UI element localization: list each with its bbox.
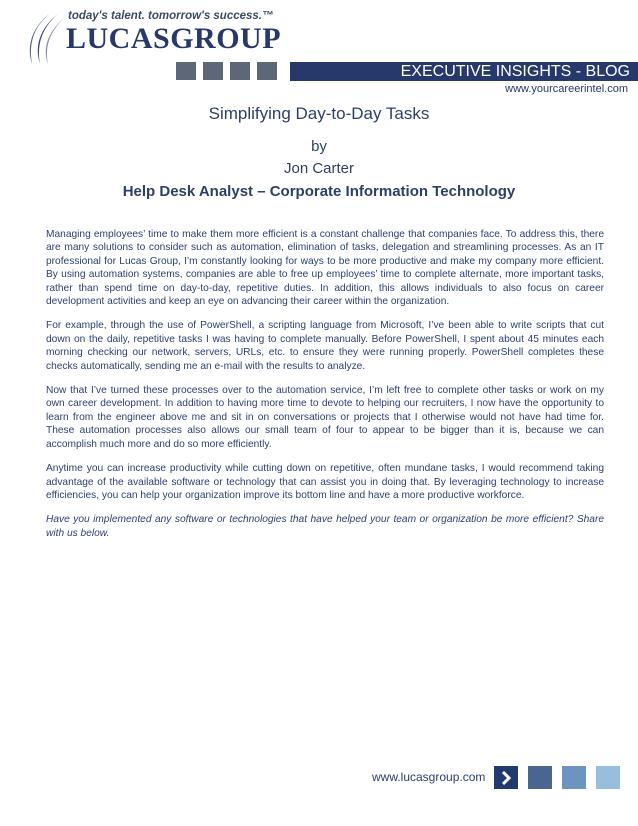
paragraph: For example, through the use of PowerShell, a scripting language from Microsoft, I’ve been able to write scripts that cut down on the daily, repetitive tasks I was having to complete manually. Before PowerShell, I spent about 45 minutes each morning checking our network, servers, URLs, etc. to ensure they were running properly. PowerShell completes these checks automatically, sending me an e-mail with the results to analyze. [46, 320, 604, 372]
footer-square [528, 766, 552, 789]
footer-square [562, 766, 586, 789]
paragraph: Anytime you can increase productivity while cutting down on repetitive, often mundane tasks, I would recommend taking advantage of the available software or technology that can assist you in doing that. By leveraging technology to increase efficiencies, you can help your organization improve its bottom line and have a more productive workforce. [46, 463, 604, 501]
author-role: Help Desk Analyst – Corporate Information Technology [122, 183, 516, 200]
paragraph: Now that I’ve turned these processes over to the automation service, I’m left free to complete other tasks or work on my own career development. In addition to having more time to devote to helping our recruiters, I now have the opportunity to learn from the engineer above me and sit in on conversations or projects that I otherwise would not have had time for. These automation processes also allows our small team of four to appear to be bigger than it is, because we can accomplish much more and do so more efficiently. [46, 385, 604, 450]
by-line: by [311, 138, 327, 155]
article-title: Simplifying Day-to-Day Tasks [208, 104, 430, 123]
brand-name: LUCASGROUP [66, 22, 282, 55]
decor-square [257, 62, 277, 80]
lucas-group-logo [22, 8, 292, 68]
tagline: today's talent. tomorrow's success.™ [68, 10, 274, 22]
footer-square [596, 766, 620, 789]
article-header [0, 104, 638, 202]
chevron-right-icon [500, 771, 512, 785]
lucas-group-link[interactable]: www.lucasgroup.com [372, 770, 486, 784]
article-body [46, 228, 604, 551]
decor-square [203, 62, 223, 80]
next-arrow-button[interactable] [494, 766, 518, 789]
decor-square [176, 62, 196, 80]
author-name: Jon Carter [283, 160, 355, 177]
decor-square [230, 62, 250, 80]
career-intel-link[interactable]: www.yourcareerintel.com [505, 83, 628, 95]
closing-question: Have you implemented any software or technologies that have helped your team or organization be more efficient? Share with us below. [46, 514, 604, 539]
paragraph: Managing employees’ time to make them more efficient is a constant challenge that companies face. To address this, there are many solutions to consider such as automation, elimination of tasks, delegation and streamlining processes. As an IT professional for Lucas Group, I’m constantly looking for ways to be more productive and make my company more efficient. By using automation systems, companies are able to free up employees’ time to complete alternate, more important tasks, rather than spend time on day-to-day, repetitive duties. In addition, this allows individuals to also focus on career development activities and keep an eye on advancing their career within the organization. [46, 229, 604, 308]
logo-swoosh-icon [22, 10, 68, 66]
blog-header-bar: EXECUTIVE INSIGHTS - BLOG [290, 62, 638, 81]
